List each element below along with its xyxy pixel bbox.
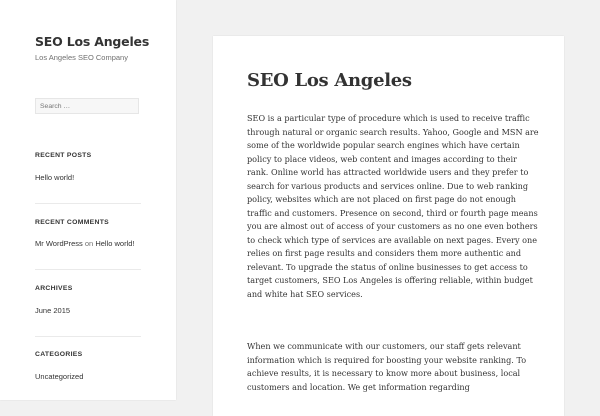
recent-post-link[interactable]: Hello world!	[35, 173, 75, 182]
archives-heading: ARCHIVES	[35, 285, 73, 292]
widget-divider	[35, 203, 141, 204]
sidebar	[0, 0, 176, 400]
recent-posts-heading: RECENT POSTS	[35, 152, 92, 159]
search-input[interactable]	[35, 98, 139, 114]
archive-link[interactable]: June 2015	[35, 306, 71, 315]
post-paragraph: When we communicate with our customers, our staff gets relevant information which is required for boosting your website ranking. To achieve results, it is necessary to know more about business, local customers and location. We get information regarding	[247, 341, 527, 392]
comment-connector: on	[84, 239, 94, 248]
post-title: SEO Los Angeles	[247, 70, 412, 91]
post-paragraph: SEO is a particular type of procedure which is used to receive traffic through natural or organic search results. Yahoo, Google and MSN are some of the worldwide popular search engines which have certain policy to place videos, web content and images according to their rank. Online world has attracted worldwide users and they prefer to search for various products and services online. Due to web ranking policy, websites which are not placed on first page do not enough traffic and customers. Presence on second, third or fourth page means you are almost out of access of your customers as no one even bothers to check which type of services are available on next pages. Every one relies on first page results and considers them more authentic and relevant. To upgrade the status of online businesses to get access to target customers, SEO Los Angeles is offering reliable, within budget and white hat SEO services.	[247, 113, 539, 299]
post-card	[213, 36, 564, 416]
comment-post-link[interactable]: Hello world!	[95, 239, 135, 248]
site-description: Los Angeles SEO Company	[35, 53, 128, 62]
category-link[interactable]: Uncategorized	[35, 372, 84, 381]
widget-divider	[35, 336, 141, 337]
recent-comments-heading: RECENT COMMENTS	[35, 219, 109, 226]
recent-comment-item	[35, 239, 135, 248]
categories-heading: CATEGORIES	[35, 351, 83, 358]
site-title-link[interactable]: SEO Los Angeles	[35, 34, 150, 49]
comment-author-link[interactable]: Mr WordPress	[35, 239, 83, 248]
widget-divider	[35, 269, 141, 270]
